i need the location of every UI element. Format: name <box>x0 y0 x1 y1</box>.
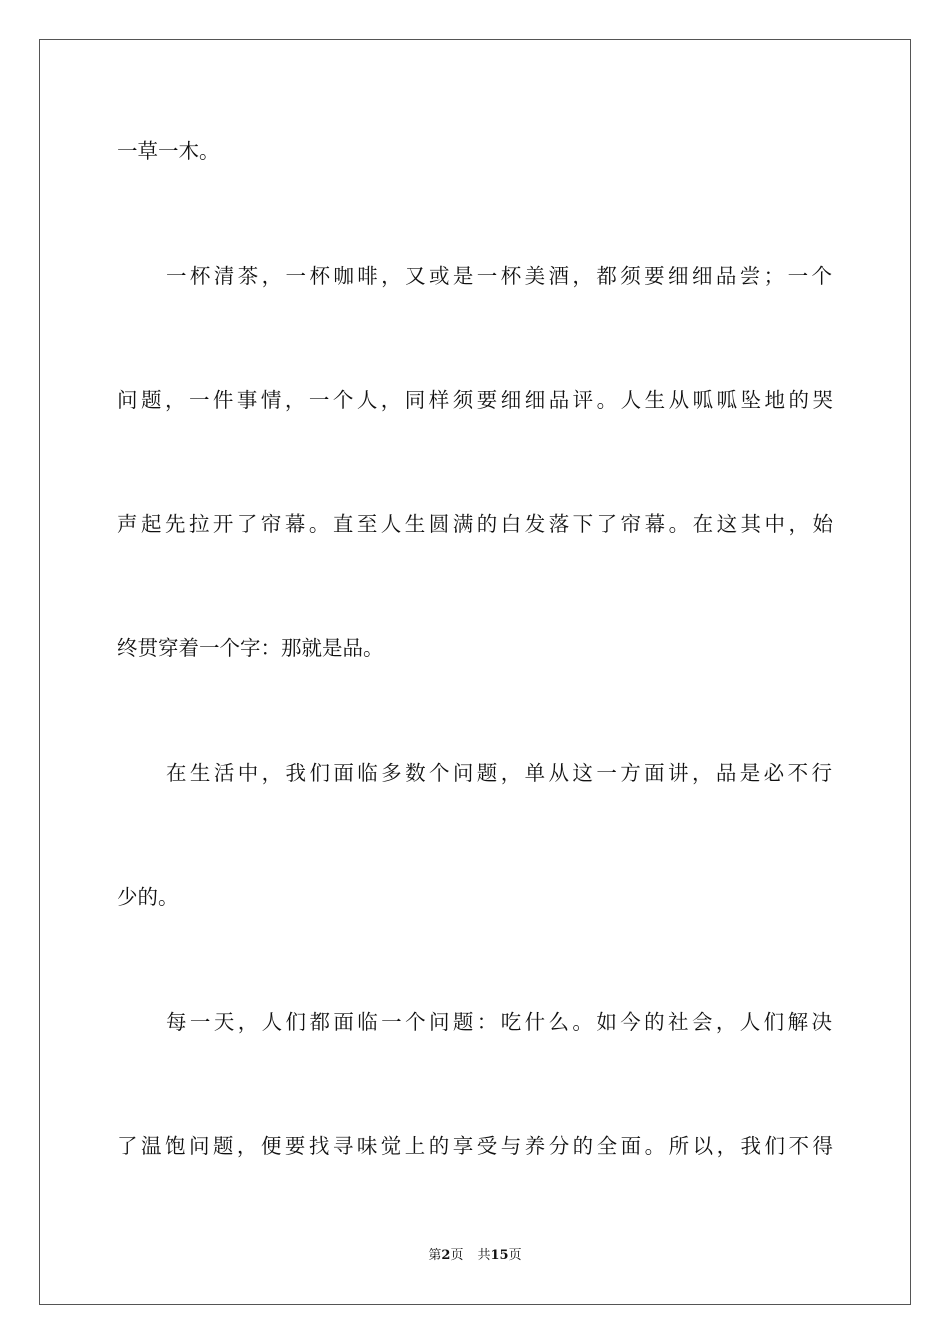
text-line-2: 一杯清茶，一杯咖啡，又或是一杯美酒，都须要细细品尝；一个 <box>166 264 832 288</box>
total-pages: 15 <box>490 1248 509 1263</box>
total-suffix: 页 <box>508 1248 522 1263</box>
total-prefix: 共 <box>477 1248 491 1263</box>
text-line-7: 少的。 <box>117 885 179 909</box>
text-line-8: 每一天，人们都面临一个问题：吃什么。如今的社会，人们解决 <box>166 1010 832 1034</box>
text-line-4: 声起先拉开了帘幕。直至人生圆满的白发落下了帘幕。在这其中，始 <box>117 512 833 536</box>
page-number: 2 <box>441 1248 451 1263</box>
text-line-9: 了温饱问题，便要找寻味觉上的享受与养分的全面。所以，我们不得 <box>117 1134 833 1158</box>
page-prefix: 第 <box>428 1248 442 1263</box>
page-footer <box>0 1247 950 1265</box>
text-line-1: 一草一木。 <box>117 139 220 163</box>
text-line-3: 问题，一件事情，一个人，同样须要细细品评。人生从呱呱坠地的哭 <box>117 388 833 412</box>
page-suffix: 页 <box>450 1248 464 1263</box>
text-line-5: 终贯穿着一个字：那就是品。 <box>117 636 384 660</box>
text-line-6: 在生活中，我们面临多数个问题，单从这一方面讲，品是必不行 <box>166 761 832 785</box>
page-frame <box>39 39 911 1305</box>
